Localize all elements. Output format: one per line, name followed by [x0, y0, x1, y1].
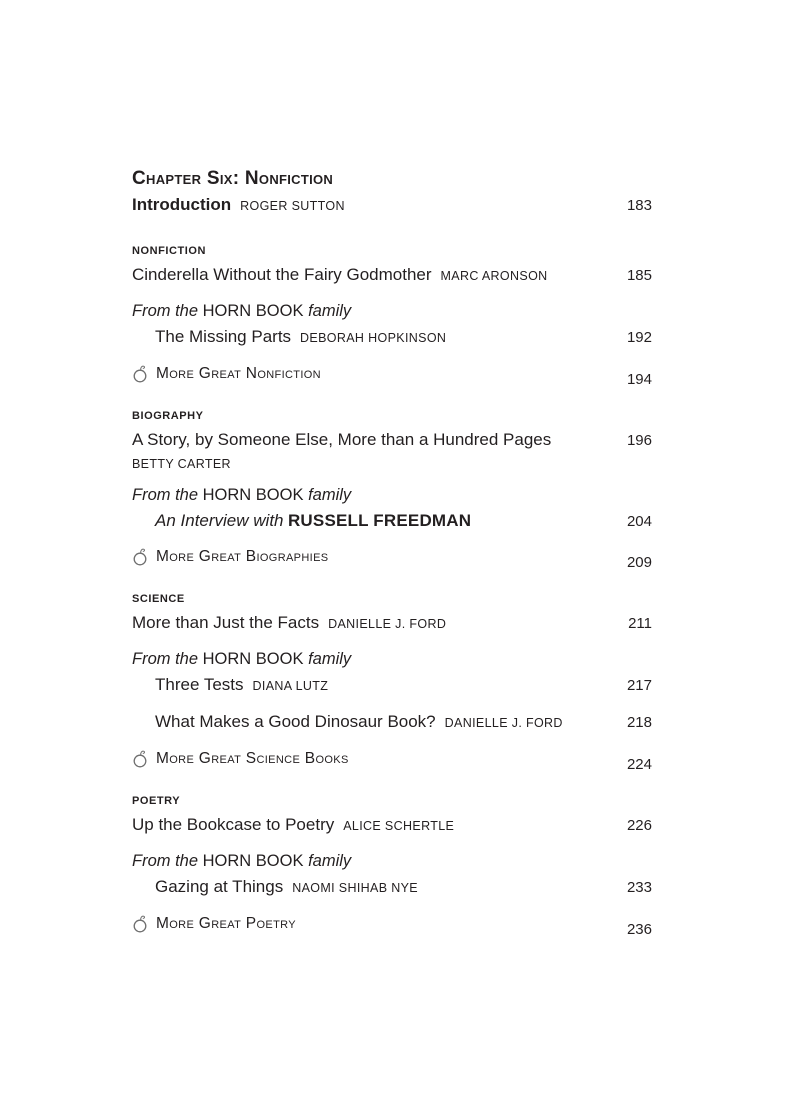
section-label: NONFICTION	[132, 245, 206, 257]
entry-title: More than Just the Facts	[132, 613, 320, 632]
page-number: 236	[626, 921, 652, 938]
from-horn-book-line	[132, 483, 652, 508]
more-great-row	[132, 361, 652, 392]
entry-author: DANIELLE J. FORD	[444, 716, 563, 730]
page-number: 194	[626, 371, 652, 388]
more-great-label: More Great Poetry	[156, 915, 296, 932]
doodle-circle-icon	[132, 546, 149, 567]
toc-entry	[132, 709, 652, 736]
toc-entry	[132, 262, 652, 289]
more-great-label: More Great Science Books	[156, 750, 349, 767]
entry-author: DEBORAH HOPKINSON	[300, 331, 447, 345]
horn-book-brand: HORN BOOK	[202, 302, 304, 320]
from-horn-book-line	[132, 647, 652, 672]
entry-title: Up the Bookcase to Poetry	[132, 815, 335, 834]
from-horn-book-line	[132, 299, 652, 324]
toc-section-biography	[132, 407, 652, 575]
horn-book-brand: HORN BOOK	[202, 486, 304, 504]
from-line-pre: From the	[132, 302, 199, 320]
entry-author-line: BETTY CARTER	[132, 457, 231, 471]
from-line-post: family	[308, 302, 352, 320]
page-number: 185	[626, 267, 652, 284]
toc-section-nonfiction	[132, 242, 652, 392]
entry-title: What Makes a Good Dinosaur Book?	[155, 712, 436, 731]
page-number: 218	[626, 714, 652, 731]
interview-subject: RUSSELL FREEDMAN	[287, 511, 472, 530]
toc-entry	[132, 324, 652, 351]
entry-author: DANIELLE J. FORD	[328, 617, 447, 631]
toc-section-science	[132, 590, 652, 777]
entry-author: MARC ARONSON	[440, 269, 548, 283]
page-number: 204	[626, 513, 652, 530]
section-label: BIOGRAPHY	[132, 410, 204, 422]
entry-author: DIANA LUTZ	[252, 679, 329, 693]
doodle-circle-icon	[132, 913, 149, 934]
doodle-circle-icon	[132, 748, 149, 769]
more-great-label: More Great Biographies	[156, 548, 329, 565]
entry-title: Introduction	[132, 195, 232, 214]
horn-book-brand: HORN BOOK	[202, 650, 304, 668]
entry-author: NAOMI SHIHAB NYE	[292, 881, 418, 895]
page-number: 192	[626, 329, 652, 346]
more-great-label: More Great Nonfiction	[156, 365, 321, 382]
page-number: 196	[626, 432, 652, 449]
more-great-row	[132, 544, 652, 575]
doodle-circle-icon	[132, 363, 149, 384]
section-label: POETRY	[132, 795, 181, 807]
toc-entry-interview	[132, 508, 652, 534]
from-line-post: family	[308, 852, 352, 870]
from-line-post: family	[308, 486, 352, 504]
entry-title: Three Tests	[155, 675, 244, 694]
entry-title: Gazing at Things	[155, 877, 284, 896]
toc-entry	[132, 874, 652, 901]
entry-author: ROGER SUTTON	[240, 199, 345, 213]
page-number: 217	[626, 677, 652, 694]
more-great-row	[132, 911, 652, 942]
from-horn-book-line	[132, 849, 652, 874]
toc-entry	[132, 610, 652, 637]
entry-author: ALICE SCHERTLE	[343, 819, 455, 833]
toc-entry	[132, 812, 652, 839]
from-line-pre: From the	[132, 852, 199, 870]
toc-section-poetry	[132, 792, 652, 942]
page-number: 226	[626, 817, 652, 834]
horn-book-brand: HORN BOOK	[202, 852, 304, 870]
toc-entry-introduction	[132, 192, 652, 219]
page-number: 233	[626, 879, 652, 896]
from-line-pre: From the	[132, 650, 199, 668]
from-line-post: family	[308, 650, 352, 668]
more-great-row	[132, 746, 652, 777]
page-number: 211	[628, 615, 652, 632]
page-number: 183	[626, 197, 652, 214]
page-number: 224	[626, 756, 652, 773]
page-number: 209	[626, 554, 652, 571]
entry-title: Cinderella Without the Fairy Godmother	[132, 265, 432, 284]
chapter-heading: Chapter Six: Nonfiction	[132, 168, 334, 189]
from-line-pre: From the	[132, 486, 199, 504]
toc-entry	[132, 672, 652, 699]
toc-entry	[132, 427, 652, 453]
interview-lead-in: An Interview with	[155, 511, 284, 530]
entry-title: A Story, by Someone Else, More than a Hundred Pages	[132, 430, 552, 449]
section-label: SCIENCE	[132, 593, 185, 605]
entry-title: The Missing Parts	[155, 327, 292, 346]
